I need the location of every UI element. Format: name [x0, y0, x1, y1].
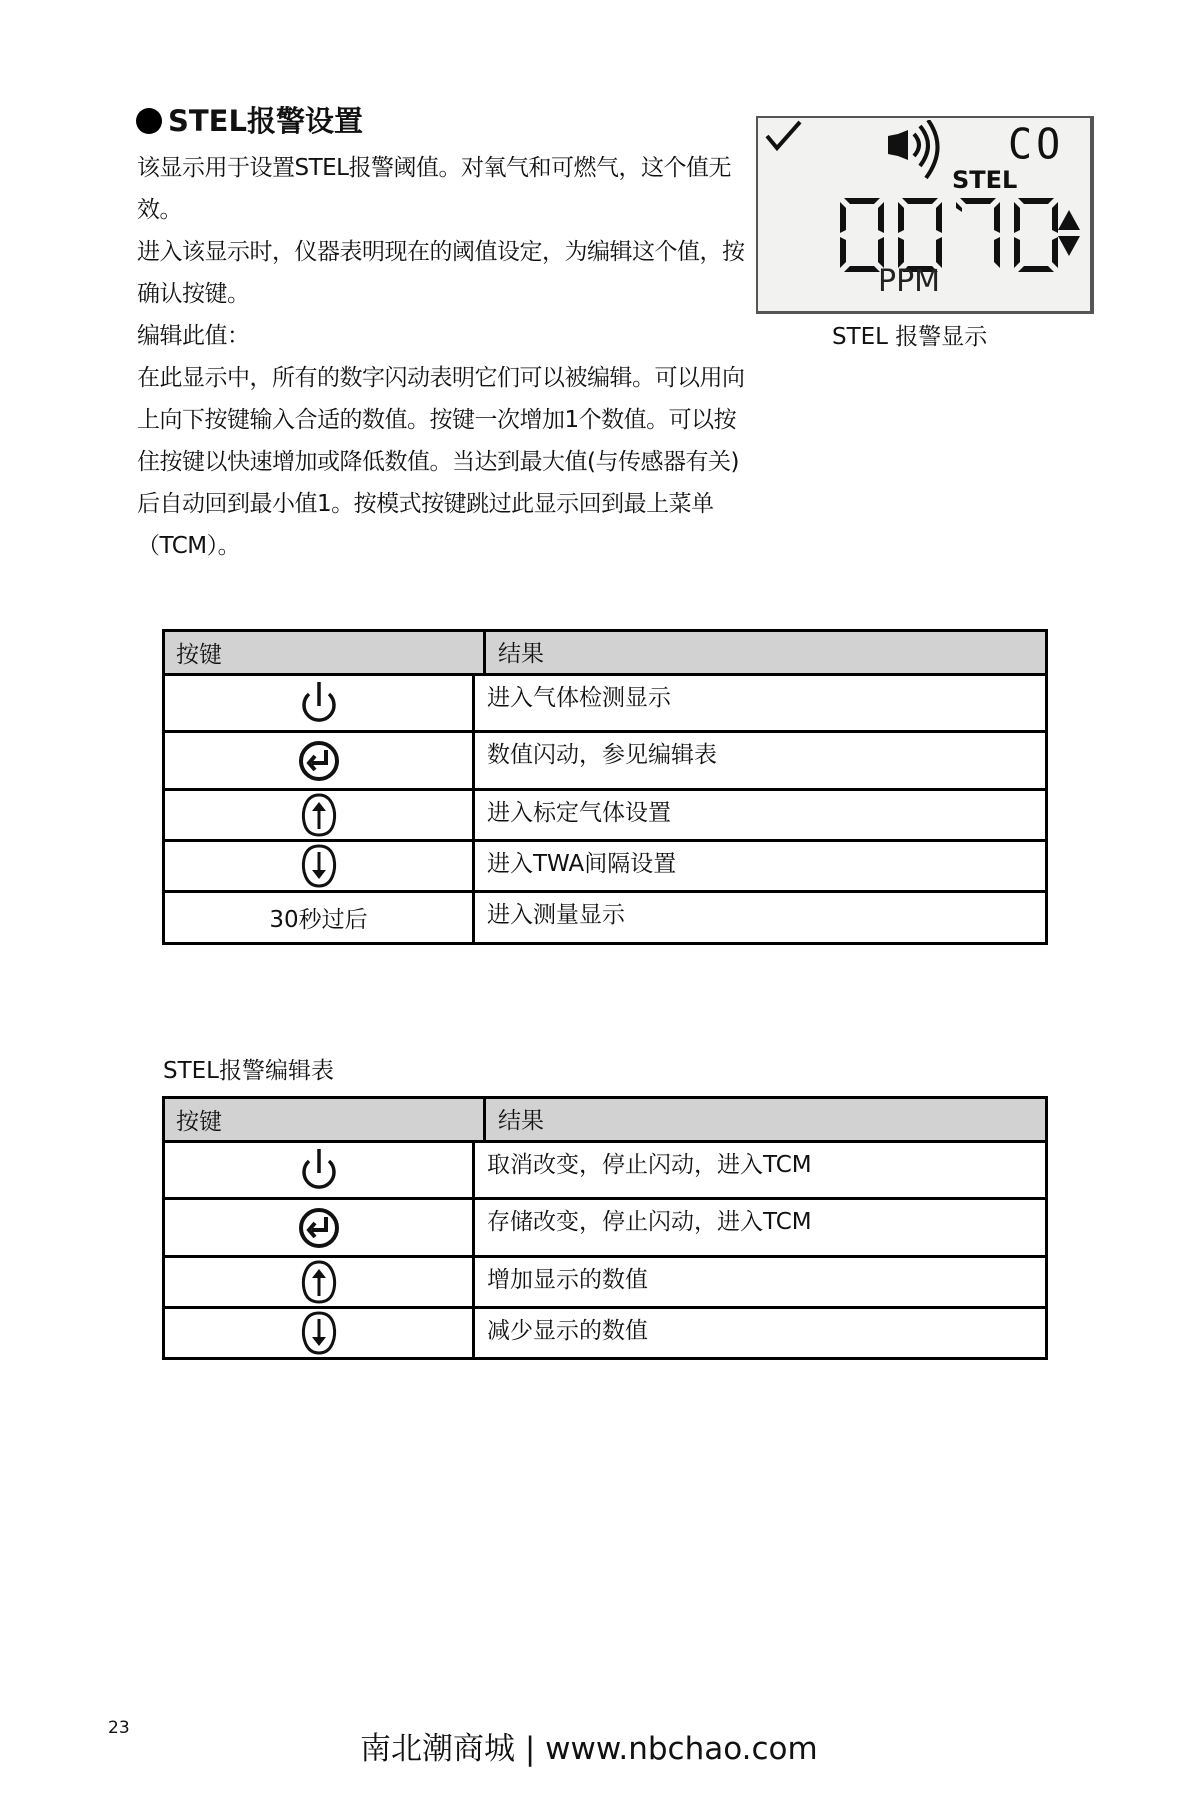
table-row	[165, 1306, 1045, 1357]
paragraph: 编辑此值：	[137, 323, 250, 349]
up-arrow-icon	[299, 1259, 339, 1305]
result-text: 进入标定气体设置	[487, 800, 671, 826]
footer-brand: 南北潮商城 | www.nbchao.com	[360, 1731, 818, 1767]
unit-label: PPM	[878, 264, 941, 299]
table-row	[165, 788, 1045, 839]
enter-icon	[297, 1206, 341, 1250]
table-row	[165, 1255, 1045, 1306]
paragraph: 进入该显示时，仪器表明现在的阈值设定，为编辑这个值，按确认按键。	[137, 239, 745, 307]
paragraph: 在此显示中，所有的数字闪动表明它们可以被编辑。可以用向上向下按键输入合适的数值。按键一次增加1个数值。可以按住按键以快速增加或降低数值。当达到最大值(与传感器有关)后自动回到最小值1。按模式按键跳过此显示回到最上菜单（TCM）。	[137, 365, 745, 559]
digit-7	[954, 196, 1002, 274]
key-text: 30秒过后	[165, 893, 475, 942]
table-row	[165, 673, 1045, 730]
figure-caption: STEL 报警显示	[832, 324, 988, 350]
down-arrow-icon	[299, 1310, 339, 1356]
table-row	[165, 890, 1045, 942]
check-icon	[764, 120, 804, 154]
up-down-arrows-icon	[1056, 208, 1082, 260]
result-text: 进入测量显示	[487, 902, 625, 928]
description	[137, 147, 757, 567]
speaker-icon	[886, 120, 950, 182]
section-heading	[136, 101, 363, 141]
edit-table-title: STEL报警编辑表	[163, 1058, 334, 1084]
header-key: 按键	[165, 632, 486, 673]
alarm-mode-label: STEL	[952, 166, 1018, 194]
table-row	[165, 1197, 1045, 1255]
lcd-value	[838, 196, 1060, 274]
table-header	[165, 1099, 1045, 1140]
result-text: 进入TWA间隔设置	[487, 851, 677, 877]
header-result: 结果	[498, 641, 544, 667]
table-row	[165, 730, 1045, 788]
edit-table	[162, 1096, 1048, 1360]
table-header	[165, 632, 1045, 673]
result-text: 减少显示的数值	[487, 1318, 648, 1344]
result-text: 存储改变，停止闪动，进入TCM	[487, 1209, 812, 1235]
result-text: 取消改变，停止闪动，进入TCM	[487, 1152, 812, 1178]
table-row	[165, 839, 1045, 890]
up-arrow-icon	[299, 792, 339, 838]
key-result-table	[162, 629, 1048, 945]
digit-0	[1012, 196, 1060, 274]
enter-icon	[297, 739, 341, 783]
power-icon	[299, 680, 339, 726]
digit-0	[896, 196, 944, 274]
result-text: 数值闪动，参见编辑表	[487, 742, 717, 768]
section-title: STEL报警设置	[168, 104, 363, 138]
digit-0	[838, 196, 886, 274]
paragraph: 该显示用于设置STEL报警阈值。对氧气和可燃气，这个值无效。	[137, 155, 731, 223]
down-arrow-icon	[299, 843, 339, 889]
result-text: 进入气体检测显示	[487, 685, 671, 711]
power-icon	[299, 1147, 339, 1193]
header-result: 结果	[498, 1108, 544, 1134]
gas-type: CO	[1008, 120, 1065, 170]
header-key: 按键	[165, 1099, 486, 1140]
lcd-display	[756, 116, 1094, 314]
result-text: 增加显示的数值	[487, 1267, 648, 1293]
page-number: 23	[108, 1718, 130, 1738]
bullet-icon	[136, 108, 162, 134]
table-row	[165, 1140, 1045, 1197]
